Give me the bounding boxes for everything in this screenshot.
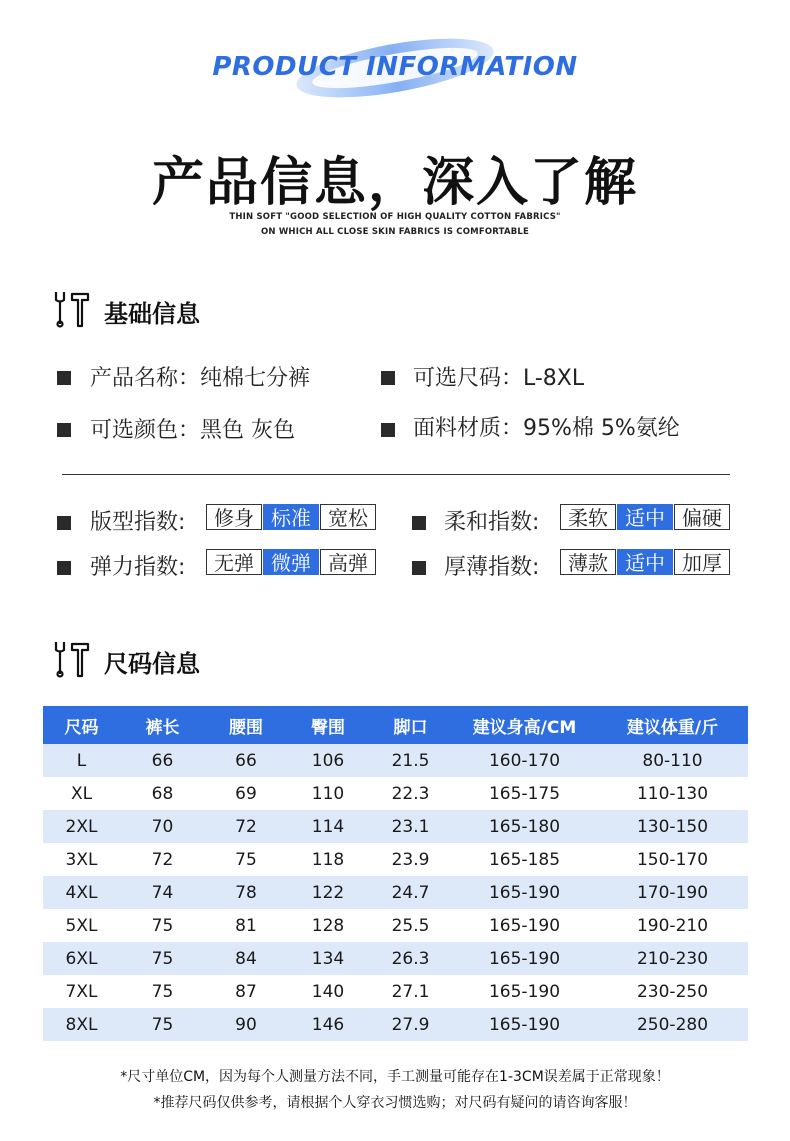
table-cell: 4XL	[65, 882, 98, 903]
table-cell: 25.5	[391, 915, 430, 936]
table-cell: 165-180	[488, 816, 561, 837]
bullet-icon	[57, 561, 71, 575]
table-row	[43, 744, 748, 777]
table-cell: 90	[235, 1014, 257, 1035]
subtitle-line-1: THIN SOFT "GOOD SELECTION OF HIGH QUALITY COTTON FABRICS"	[229, 212, 561, 222]
table-cell: 66	[235, 750, 257, 771]
table-cell: 122	[311, 882, 345, 903]
divider	[62, 474, 730, 475]
table-header-cell: 腰围	[229, 717, 263, 738]
bullet-icon	[412, 561, 426, 575]
table-cell: 165-190	[488, 1014, 561, 1035]
softness-option-hard: 偏硬	[674, 504, 730, 530]
table-cell: 210-230	[636, 948, 709, 969]
table-cell: 80-110	[642, 750, 703, 771]
thickness-option-thin: 薄款	[560, 549, 616, 575]
table-cell: 134	[311, 948, 345, 969]
table-cell: 75	[151, 1014, 174, 1035]
thickness-option-medium: 适中	[617, 549, 673, 575]
table-cell: 114	[311, 816, 345, 837]
available-colors: 可选颜色：黑色 灰色	[90, 418, 295, 443]
bullet-icon	[57, 516, 71, 530]
table-header-cell: 脚口	[393, 717, 428, 738]
table-cell: 66	[151, 750, 174, 771]
table-cell: 165-175	[488, 783, 561, 804]
fabric-material: 面料材质：95%棉 5%氨纶	[413, 416, 680, 441]
table-cell: 68	[151, 783, 174, 804]
available-sizes: 可选尺码：L-8XL	[413, 366, 585, 391]
table-body	[43, 744, 748, 1041]
basic-info-title: 基础信息	[104, 300, 200, 328]
wrench-hammer-icon	[50, 638, 94, 678]
table-cell: 110-130	[636, 783, 709, 804]
stretch-index-label: 弹力指数:	[90, 555, 186, 580]
table-cell: 75	[151, 981, 174, 1002]
table-cell: 72	[151, 849, 174, 870]
table-cell: 150-170	[636, 849, 709, 870]
table-cell: 27.9	[391, 1014, 430, 1035]
table-cell: 74	[151, 882, 174, 903]
table-cell: 69	[235, 783, 257, 804]
table-cell: 23.9	[391, 849, 430, 870]
table-row	[43, 1008, 748, 1041]
table-row	[43, 810, 748, 843]
table-cell: 130-150	[636, 816, 709, 837]
fit-index-label: 版型指数:	[90, 510, 186, 535]
table-cell: 70	[151, 816, 174, 837]
table-cell: 7XL	[65, 981, 98, 1002]
table-cell: 190-210	[636, 915, 709, 936]
table-cell: 3XL	[65, 849, 98, 870]
thickness-option-thick: 加厚	[674, 549, 730, 575]
thickness-index-label: 厚薄指数:	[444, 555, 540, 580]
table-cell: 165-185	[488, 849, 561, 870]
subtitle-line-2: ON WHICH ALL CLOSE SKIN FABRICS IS COMFORTABLE	[260, 227, 530, 237]
table-cell: 106	[311, 750, 345, 771]
table-row	[43, 909, 748, 942]
table-cell: 170-190	[636, 882, 709, 903]
table-cell: 75	[235, 849, 257, 870]
table-header-cell: 建议体重/斤	[626, 717, 719, 738]
note-line-2: *推荐尺码仅供参考，请根据个人穿衣习惯选购；对尺码有疑问的请咨询客服！	[153, 1095, 637, 1111]
wrench-hammer-icon	[50, 288, 94, 328]
size-table	[43, 706, 748, 1041]
bullet-icon	[412, 516, 426, 530]
table-header-cell: 裤长	[145, 717, 180, 738]
table-cell: 165-190	[488, 948, 561, 969]
table-cell: 75	[151, 948, 174, 969]
table-row	[43, 975, 748, 1008]
table-header-cell: 建议身高/CM	[472, 717, 577, 738]
softness-option-soft: 柔软	[560, 504, 616, 530]
size-info-title: 尺码信息	[104, 650, 200, 678]
english-title: PRODUCT INFORMATION	[212, 52, 578, 82]
table-cell: L	[76, 750, 87, 771]
softness-index-label: 柔和指数:	[444, 510, 540, 535]
table-cell: 21.5	[391, 750, 430, 771]
table-cell: 146	[311, 1014, 345, 1035]
bullet-icon	[381, 423, 395, 437]
table-cell: 140	[311, 981, 345, 1002]
bullet-icon	[57, 423, 71, 437]
table-header-row	[43, 706, 748, 744]
table-cell: 165-190	[488, 915, 561, 936]
table-cell: 110	[311, 783, 345, 804]
table-cell: 230-250	[636, 981, 709, 1002]
table-header-cell: 臀围	[311, 717, 345, 738]
fit-option-loose: 宽松	[320, 504, 376, 530]
table-cell: 165-190	[488, 981, 561, 1002]
table-cell: 160-170	[488, 750, 561, 771]
table-row	[43, 843, 748, 876]
table-cell: 75	[151, 915, 174, 936]
table-row	[43, 777, 748, 810]
stretch-option-slight: 微弹	[263, 549, 319, 575]
table-cell: 87	[235, 981, 257, 1002]
fit-option-slim: 修身	[206, 504, 262, 530]
table-cell: 6XL	[65, 948, 98, 969]
stretch-option-none: 无弹	[206, 549, 262, 575]
table-cell: 5XL	[65, 915, 98, 936]
table-cell: 128	[311, 915, 345, 936]
table-cell: 24.7	[391, 882, 430, 903]
table-row	[43, 942, 748, 975]
table-cell: 118	[311, 849, 345, 870]
stretch-option-high: 高弹	[320, 549, 376, 575]
table-cell: 250-280	[636, 1014, 709, 1035]
table-cell: 2XL	[65, 816, 98, 837]
table-cell: 8XL	[65, 1014, 98, 1035]
fit-option-standard: 标准	[263, 504, 319, 530]
table-cell: 26.3	[391, 948, 430, 969]
table-cell: XL	[70, 783, 93, 804]
table-cell: 84	[235, 948, 257, 969]
table-cell: 78	[235, 882, 257, 903]
table-row	[43, 876, 748, 909]
table-cell: 22.3	[391, 783, 430, 804]
table-cell: 72	[235, 816, 257, 837]
note-line-1: *尺寸单位CM，因为每个人测量方法不同，手工测量可能存在1-3CM误差属于正常现象！	[120, 1069, 670, 1085]
bullet-icon	[381, 371, 395, 385]
softness-option-medium: 适中	[617, 504, 673, 530]
table-cell: 23.1	[391, 816, 430, 837]
bullet-icon	[57, 371, 71, 385]
table-header-cell: 尺码	[64, 717, 99, 738]
chinese-title: 产品信息，深入了解	[151, 153, 638, 213]
table-cell: 81	[235, 915, 257, 936]
product-name: 产品名称：纯棉七分裤	[90, 366, 311, 391]
table-cell: 165-190	[488, 882, 561, 903]
table-cell: 27.1	[391, 981, 430, 1002]
